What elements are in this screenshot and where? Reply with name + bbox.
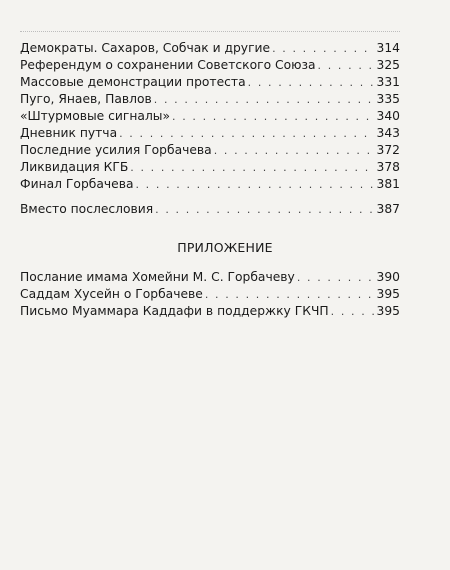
dot-leader bbox=[130, 160, 374, 176]
dot-leader bbox=[205, 287, 375, 303]
toc-entry-title: Ликвидация КГБ bbox=[20, 160, 129, 174]
toc-entry-page: 314 bbox=[376, 41, 400, 55]
toc-entry bbox=[20, 108, 400, 124]
toc-entry-page: 340 bbox=[376, 109, 400, 123]
toc-entry-title: Массовые демонстрации протеста bbox=[20, 75, 246, 89]
toc-entry-page: 395 bbox=[376, 287, 400, 301]
toc-entry-page: 343 bbox=[376, 126, 400, 140]
toc-entry-title: Послание имама Хомейни М. С. Горбачеву bbox=[20, 270, 295, 284]
toc-entry bbox=[20, 91, 400, 107]
toc-entry-title: Вместо послесловия bbox=[20, 202, 154, 216]
dot-leader bbox=[119, 126, 374, 142]
dot-leader bbox=[248, 75, 375, 91]
dot-leader bbox=[331, 304, 375, 320]
dot-leader bbox=[214, 143, 375, 159]
dot-leader bbox=[297, 270, 375, 286]
toc-entry-page: 331 bbox=[376, 75, 400, 89]
toc-entry-title: Дневник путча bbox=[20, 126, 118, 140]
dot-leader bbox=[155, 202, 374, 218]
appendix-entry bbox=[20, 286, 400, 302]
appendix-heading: ПРИЛОЖЕНИЕ bbox=[177, 240, 273, 255]
dot-leader bbox=[172, 109, 374, 125]
toc-entry bbox=[20, 142, 400, 158]
toc-entry-page: 381 bbox=[376, 177, 400, 191]
toc-entry-title: Демократы. Сахаров, Собчак и другие bbox=[20, 41, 271, 55]
toc-entry-title: Референдум о сохранении Советского Союза bbox=[20, 58, 316, 72]
appendix-entry bbox=[20, 269, 400, 285]
toc-entry-title: Последние усилия Горбачева bbox=[20, 143, 212, 157]
toc-entry-page: 335 bbox=[376, 92, 400, 106]
toc-entry bbox=[20, 40, 400, 56]
toc-entry-page: 325 bbox=[376, 58, 400, 72]
toc-entry bbox=[20, 57, 400, 73]
toc-entry-title: Саддам Хусейн о Горбачеве bbox=[20, 287, 203, 301]
toc-entry-page: 387 bbox=[376, 202, 400, 216]
toc-entry-page: 378 bbox=[376, 160, 400, 174]
toc-entry-title: «Штурмовые сигналы» bbox=[20, 109, 171, 123]
toc-entry bbox=[20, 176, 400, 192]
dot-leader bbox=[154, 92, 375, 108]
toc-entry-page: 390 bbox=[376, 270, 400, 284]
toc-entry bbox=[20, 74, 400, 90]
toc-entry-title: Финал Горбачева bbox=[20, 177, 134, 191]
toc-entry-page: 372 bbox=[376, 143, 400, 157]
toc-entry-page: 395 bbox=[376, 304, 400, 318]
dot-leader bbox=[135, 177, 374, 193]
toc-entry-title: Письмо Муаммара Каддафи в поддержку ГКЧП bbox=[20, 304, 329, 318]
dot-leader bbox=[272, 41, 374, 57]
dot-leader bbox=[318, 58, 375, 74]
toc-entry bbox=[20, 159, 400, 175]
toc-entry-title: Пуго, Янаев, Павлов bbox=[20, 92, 152, 106]
toc-entry bbox=[20, 201, 400, 217]
appendix-entry bbox=[20, 303, 400, 319]
toc-entry bbox=[20, 125, 400, 141]
top-dotted-rule bbox=[20, 31, 400, 32]
